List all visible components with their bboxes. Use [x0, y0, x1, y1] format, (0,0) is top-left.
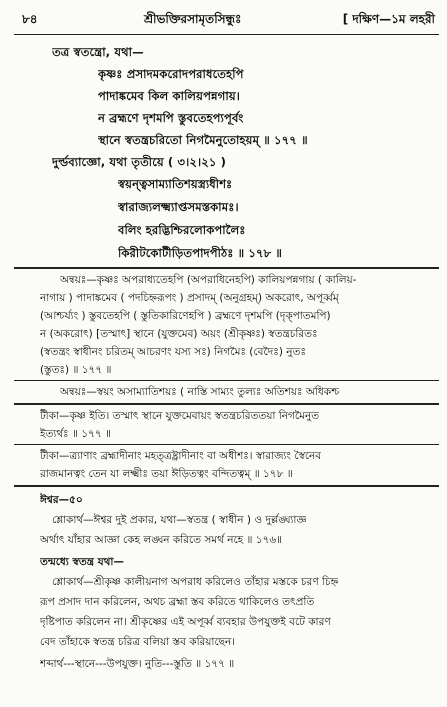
anvaya-line: (আশ্চর্য্যং ) স্তুবতেহপি ( স্তুতিকারিণেহপি ) ব্রহ্মণে দৃশমপি (দৃক্‌পাতমপি)	[40, 310, 331, 322]
explanation-line: রূপ প্রসাদ দান করিলেন, অথচ ব্রহ্মা স্তব করিতে থাকিলেও তৎপ্রতি	[40, 596, 315, 608]
header-rule	[14, 34, 439, 35]
verse-line: দুর্ল্ডব্যাজ্ঞো, যথা তৃতীয়ে ( ৩।২।২১ )	[52, 155, 227, 169]
section-rule	[14, 444, 439, 445]
anvaya-line: অন্বয়ঃ—স্বয়ং অসাম্যাতিশয়ঃ ( নাস্তি সাম্যং তুল্যঃ অতিশয়ঃ অধিকশ্চ	[60, 386, 340, 398]
section-rule	[14, 380, 439, 381]
verse-line: কৃষ্ণঃ প্রসাদমকরোদপরাধতেহপি	[98, 67, 244, 81]
anvaya-line: ন (অকরোৎ) [তস্মাৎ] স্থানে (যুক্তমেব) অয়ং (শ্রীকৃষ্ণঃ) স্বতন্ত্রচরিতঃ	[40, 328, 318, 340]
verse-line: পাদাঙ্কমেব কিল কালিয়পন্নগায়।	[98, 89, 241, 103]
section-rule	[14, 403, 439, 405]
explanation-line: দৃষ্টিপাত করিলেন না। শ্রীকৃষ্ণের এই অপূর্ব্ব ব্যবহার উপযুক্তই বটে কারণ	[40, 616, 331, 628]
verse-line: স্বারাজ্যলক্ষ্ম্যাপ্তসমস্তকামঃ।	[118, 200, 239, 214]
verse-line: স্থানে স্বতন্ত্রচরিতো নিগমৈনুতোহয়ম্ ॥ ১৭৭ ॥	[98, 133, 308, 147]
section-heading: তন্মধ্যে স্বতন্ত্র যথা—	[40, 556, 124, 568]
explanation-line: বেদ তাঁহাকে স্বতন্ত্র চরিত্র বলিয়া স্তব করিয়াছেন।	[40, 636, 236, 648]
explanation-line: শ্লোকার্থ—ঈশ্বর দুই প্রকার, যথা—স্বতন্ত্র ( স্বাধীন ) ও দুর্ল্লঙ্ঘ্যাজ্ঞ	[52, 514, 307, 526]
word-meaning-line: শব্দার্থ---স্থানে---উপযুক্ত। নুতি---স্তুতি ॥ ১৭৭ ॥	[40, 658, 235, 670]
explanation-line: অর্থাৎ যাঁহার আজ্ঞা কেহ লঙ্ঘন করিতে সমর্থ নহে ॥ ১৭৬॥	[40, 534, 283, 546]
tika-line: ইত্যর্থঃ ॥ ১৭৭ ॥	[40, 428, 111, 440]
page-number: ৮৪	[22, 12, 38, 26]
verse-line: বলিং হরদ্ভিশ্চিরলোকপালৈঃ	[118, 223, 246, 237]
anvaya-line: অন্বয়ঃ—কৃষ্ণঃ অপরাধ্যতেহপি (অপরাধিনেহপি) কালিয়পন্নগায় ( কালিয়-	[60, 274, 357, 286]
verse-line: স্বয়ন্ত্বসাম্যাতিশয়স্ত্র্যধীশঃ	[118, 177, 233, 191]
verse-line: তত্র স্বতন্ত্রো, যথা—	[52, 45, 144, 59]
section-heading: ঈশ্বর—৫০	[40, 494, 83, 506]
page-header	[14, 10, 439, 30]
tika-line: টীকা—কৃষ্ণ ইতি। তস্মাৎ স্থানে যুক্তমেবায়ং স্বতন্ত্রচরিততয়া নিগমৈনুত	[40, 410, 320, 422]
section-rule	[14, 267, 439, 269]
anvaya-line: (স্বতন্ত্রং স্বাধীনং চরিতম্ আচরণং যস্য সঃ) নিগমৈঃ (বেদৈঃ) নুতঃ	[40, 346, 306, 358]
verse-line: কিরীটকোটীড়িতপাদপীঠঃ ॥ ১৭৮ ॥	[118, 246, 283, 260]
section-rule	[14, 485, 439, 487]
explanation-line: শ্লোকার্থ—শ্রীকৃষ্ণ কালীয়নাগ অপরাধ করিলেও তাঁহার মস্তকে চরণ চিহ্ন	[52, 576, 339, 588]
anvaya-line: নাগায় ) পাদাঙ্কমেব ( পদচিহ্নরূপং ) প্রসাদম্ (অনুগ্রহম্) অকরোৎ, অপূর্ব্বম্	[40, 292, 339, 304]
section-label: [ দক্ষিণ—১ম লহরী	[342, 12, 435, 26]
tika-line: রাজমানত্বং তেন যা লক্ষ্মীঃ তয়া ঈড়িতত্বং বন্দিতত্বম্ ॥ ১৭৮ ॥	[40, 468, 293, 480]
running-title: শ্রীভক্তিরসামৃতসিন্ধুঃ	[144, 12, 242, 26]
tika-line: টীকা—ত্র্যাণাং ব্রহ্মাদীনাং মহত্ত্রষ্ট্রাদীনাং বা অধীশঃ। স্বারাজ্যং স্বৈনেব	[40, 450, 322, 462]
anvaya-line: (স্তুতঃ) ॥ ১৭৭ ॥	[40, 364, 112, 376]
verse-line: ন ব্রহ্মণে দৃশমপি স্তুবতেহপ্যপূর্বং	[98, 111, 244, 125]
